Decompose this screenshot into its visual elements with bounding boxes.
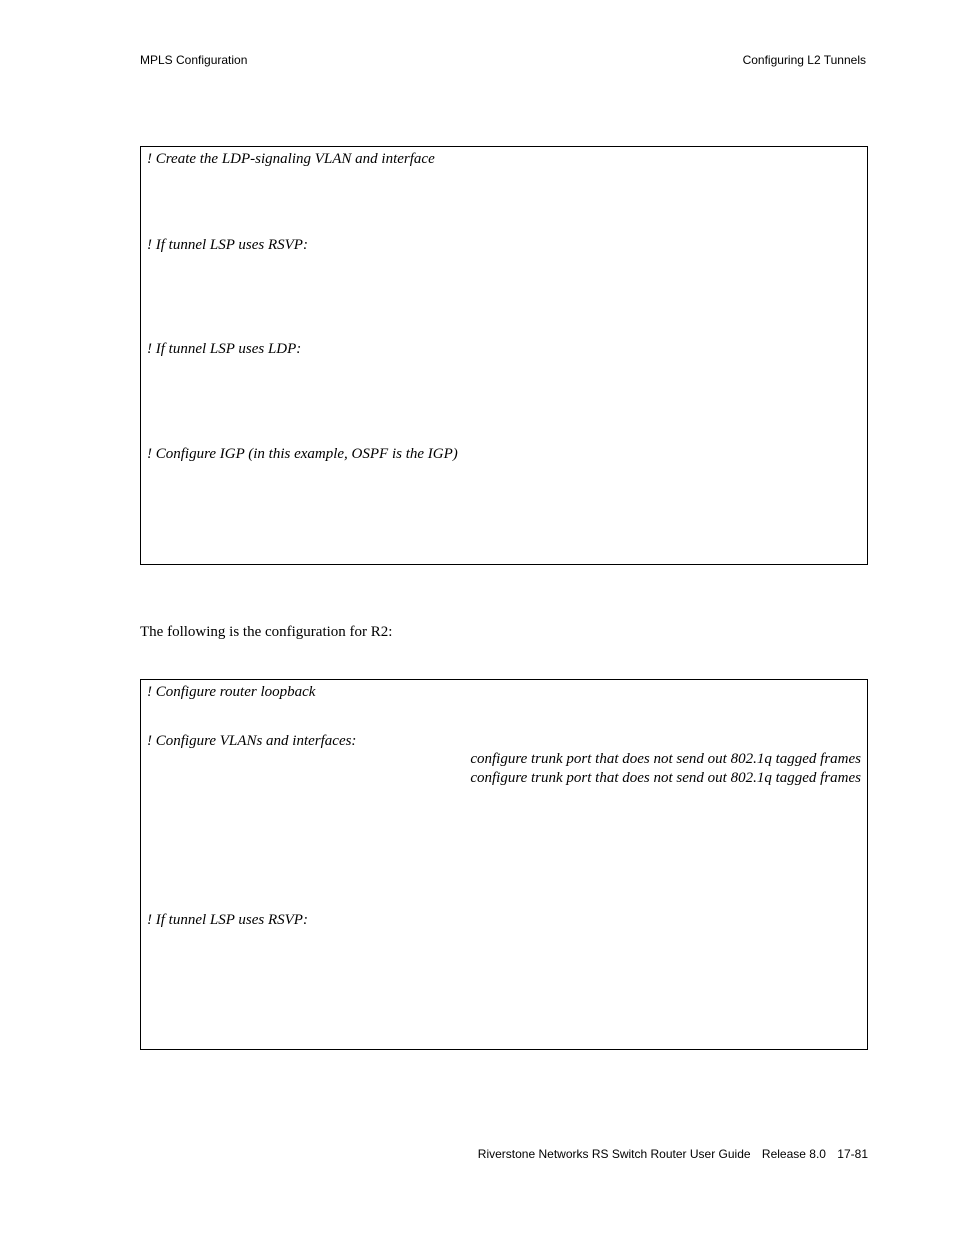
footer-release: Release 8.0 bbox=[761, 1147, 826, 1161]
config-box-r2 bbox=[140, 679, 868, 1050]
config-comment: ! If tunnel LSP uses RSVP: bbox=[147, 237, 308, 253]
footer-page-number: 17-81 bbox=[837, 1147, 868, 1161]
running-header-left: MPLS Configuration bbox=[140, 53, 248, 67]
page-footer bbox=[478, 1146, 868, 1162]
footer-guide-title: Riverstone Networks RS Switch Router User Guide bbox=[477, 1147, 751, 1161]
intro-paragraph: The following is the configuration for R2: bbox=[140, 624, 393, 640]
config-comment: ! Configure IGP (in this example, OSPF is the IGP) bbox=[147, 446, 458, 462]
config-comment: ! Create the LDP-signaling VLAN and interface bbox=[147, 151, 435, 167]
config-inline-comment: configure trunk port that does not send out 802.1q tagged frames bbox=[470, 751, 861, 767]
config-comment: ! If tunnel LSP uses LDP: bbox=[147, 341, 302, 357]
running-header-right: Configuring L2 Tunnels bbox=[742, 53, 866, 67]
config-box-r1 bbox=[140, 146, 868, 565]
config-comment: ! If tunnel LSP uses RSVP: bbox=[147, 912, 308, 928]
config-comment: ! Configure router loopback bbox=[147, 684, 316, 700]
config-inline-comment: configure trunk port that does not send out 802.1q tagged frames bbox=[470, 770, 861, 786]
config-comment: ! Configure VLANs and interfaces: bbox=[147, 733, 357, 749]
